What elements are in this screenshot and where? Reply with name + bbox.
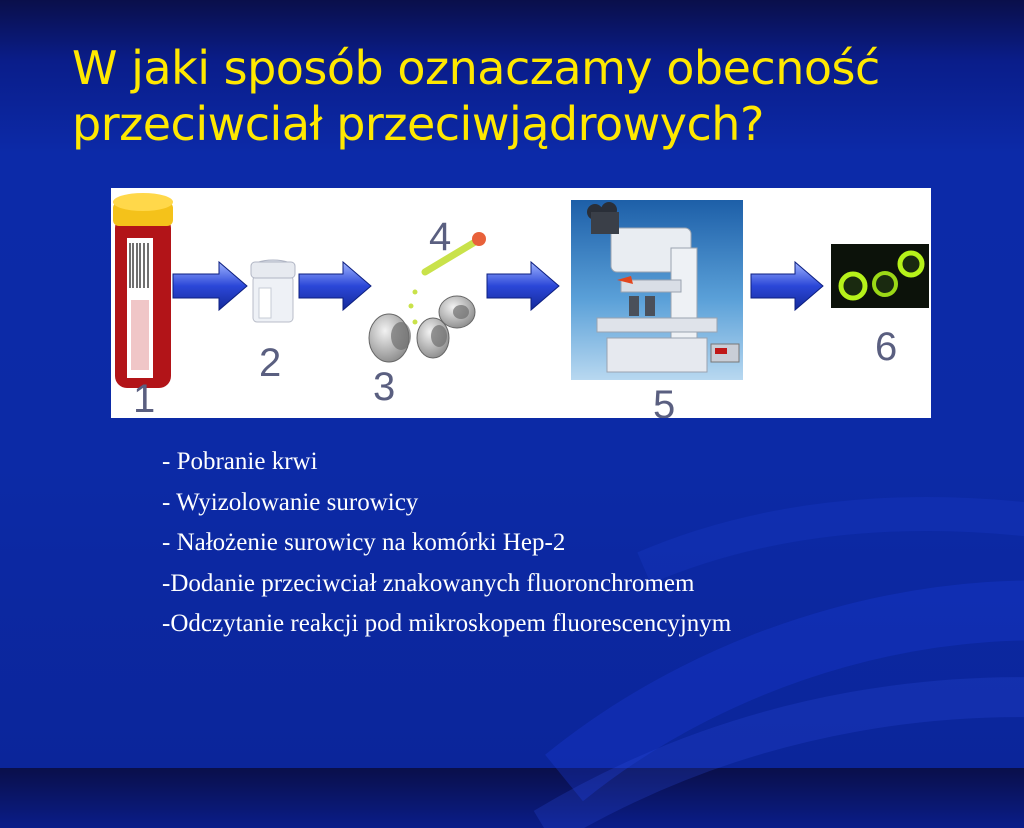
step-item-3: - Nałożenie surowicy na komórki Hep-2 <box>162 529 566 556</box>
arrow-2-icon <box>299 262 371 310</box>
step-item-5: -Odczytanie reakcji pod mikroskopem fluorescencyjnym <box>162 610 732 637</box>
fluorescence-result-icon <box>831 244 929 308</box>
procedure-steps-list <box>162 442 731 645</box>
step-item-4: -Dodanie przeciwciał znakowanych fluoronchromem <box>162 569 695 597</box>
hep2-cells-icon <box>369 296 475 362</box>
workflow-diagram <box>111 188 931 418</box>
step-number-5: 5 <box>653 383 676 418</box>
step-number-3: 3 <box>373 365 396 409</box>
title-line-1: W jaki sposób oznaczamy obecność <box>72 41 880 95</box>
arrow-1-icon <box>173 262 247 310</box>
title-line-2: przeciwciał przeciwjądrowych? <box>72 97 764 151</box>
blood-tube-icon <box>113 193 173 388</box>
arrow-3-icon <box>487 262 559 310</box>
step-number-4: 4 <box>429 215 452 259</box>
serum-container-icon <box>251 260 295 322</box>
fluorescence-microscope-icon <box>571 200 743 380</box>
step-item-2: - Wyizolowanie surowicy <box>162 488 419 516</box>
step-number-2: 2 <box>259 341 282 385</box>
step-item-1: - Pobranie krwi <box>162 448 318 475</box>
step-number-1: 1 <box>133 377 156 418</box>
slide-title <box>72 40 992 152</box>
arrow-4-icon <box>751 262 823 310</box>
step-number-6: 6 <box>875 325 898 369</box>
workflow-diagram-svg <box>111 188 931 418</box>
